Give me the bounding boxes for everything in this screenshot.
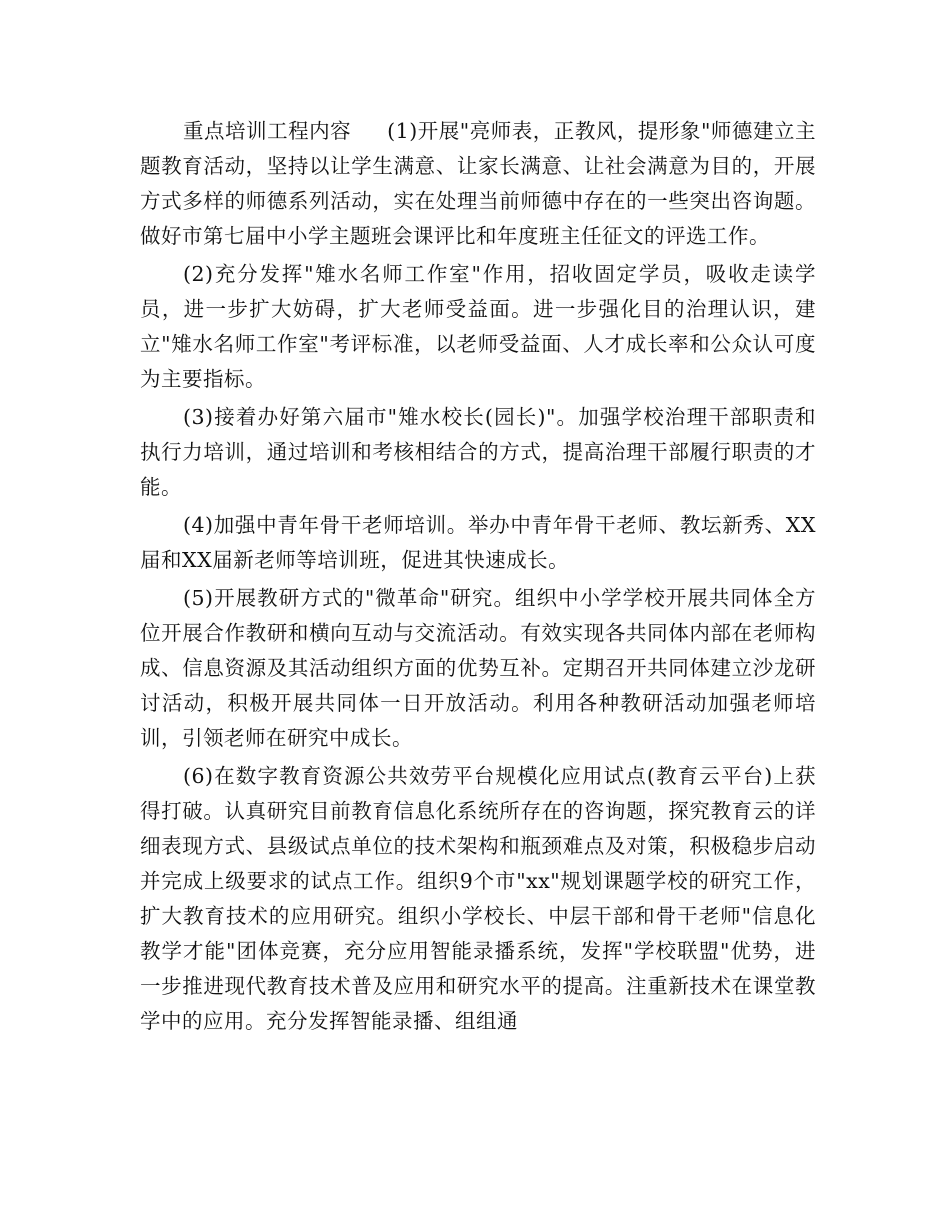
section-heading: 重点培训工程内容 — [183, 119, 352, 143]
paragraph-6: (6)在数字教育资源公共效劳平台规模化应用试点(教育云平台)上获得打破。认真研究目前教育信息化系统所存在的咨询题，探究教育云的详细表现方式、县级试点单位的技术架构和瓶颈难点及对策，积极稳步启动并完成上级要求的试点工作。组织9个市"xx"规划课题学校的研究工作，扩大教育技术的应用研究。组织小学校长、中层干部和骨干老师"信息化教学才能"团体竞赛，充分应用智能录播系统，发挥"学校联盟"优势，进一步推进现代教育技术普及应用和研究水平的提高。注重新技术在课堂教学中的应用。充分发挥智能录播、组组通 — [140, 764, 816, 1033]
document-body — [140, 114, 816, 1042]
paragraph-4: (4)加强中青年骨干老师培训。举办中青年骨干老师、教坛新秀、XX届和XX届新老师等培训班，促进其快速成长。 — [140, 513, 816, 572]
paragraph-1 — [140, 114, 816, 254]
paragraph-3: (3)接着办好第六届市"雉水校长(园长)"。加强学校治理干部职责和执行力培训，通过培训和考核相结合的方式，提高治理干部履行职责的才能。 — [140, 405, 816, 499]
paragraph-5: (5)开展教研方式的"微革命"研究。组织中小学学校开展共同体全方位开展合作教研和横向互动与交流活动。有效实现各共同体内部在老师构成、信息资源及其活动组织方面的优势互补。定期召开共同体建立沙龙研讨活动，积极开展共同体一日开放活动。利用各种教研活动加强老师培训，引领老师在研究中成长。 — [140, 586, 816, 750]
paragraph-2: (2)充分发挥"雉水名师工作室"作用，招收固定学员，吸收走读学员，进一步扩大妨碍，扩大老师受益面。进一步强化目的治理认识，建立"雉水名师工作室"考评标准，以老师受益面、人才成长率和公众认可度为主要指标。 — [140, 262, 816, 391]
paragraph-text: (1)开展"亮师表，正教风，提形象"师德建立主题教育活动，坚持以让学生满意、让家长满意、让社会满意为目的，开展方式多样的师德系列活动，实在处理当前师德中存在的一些突出咨询题。做好市第七届中小学主题班会课评比和年度班主任征文的评选工作。 — [140, 119, 816, 248]
